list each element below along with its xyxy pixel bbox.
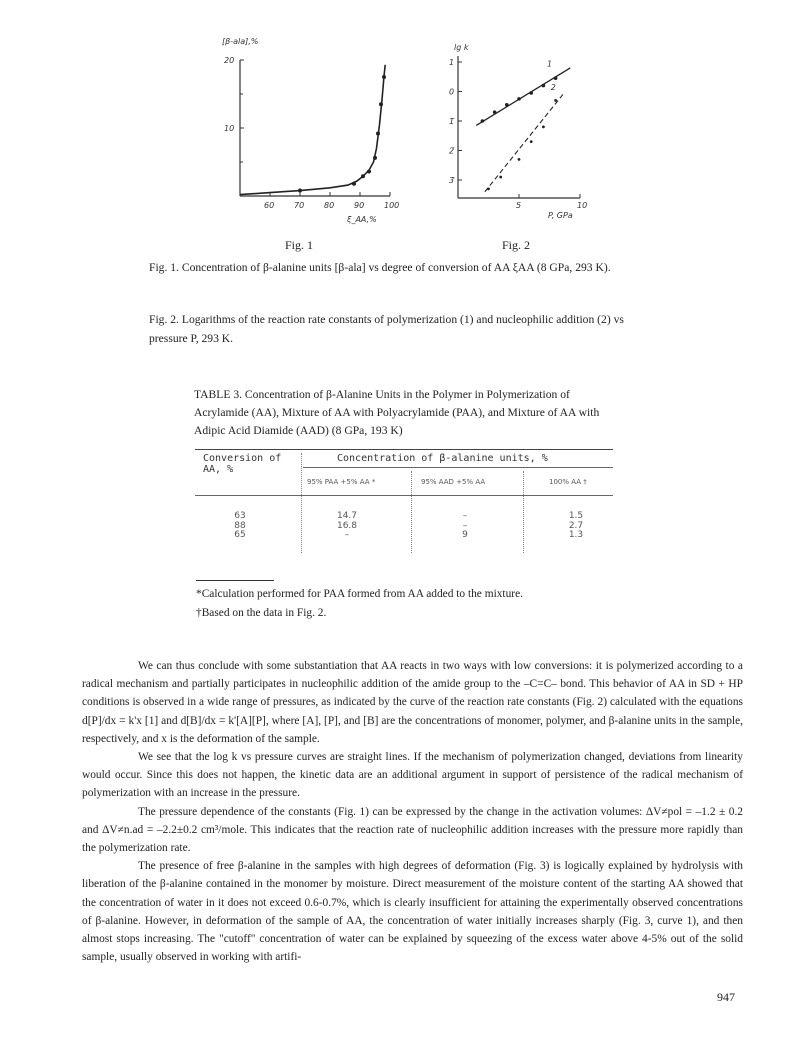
footnote-rule [196, 580, 274, 581]
fig2-point-2 [499, 176, 502, 179]
paragraph: We see that the log k vs pressure curves are straight lines. If the mechanism of polymerization changed, deviations from linearity would occur. Since this does not happen, the kinetic data are an additional argument in support of persistence of the radical mechanism of polymerization with an increase in the pressure. [82, 751, 743, 800]
table-cell: 1.3 [568, 530, 584, 540]
fig2-point-1 [493, 110, 497, 114]
fig2-point-1 [542, 84, 546, 88]
table-footnote-1: *Calculation performed for PAA formed from AA added to the mixture. [196, 588, 523, 600]
table-cell: 2.7 [568, 520, 584, 531]
fig1-caption: Fig. 1. Concentration of β-alanine units [β-ala] vs degree of conversion of AA ξAA (8 GPa, 293 K). [149, 261, 611, 274]
body-text [82, 657, 743, 966]
fig2-curve-label-1: 1 [547, 59, 553, 69]
table-cell: 9 [462, 530, 468, 540]
fig1-ylabel: [β-ala],% [222, 37, 259, 46]
fig1-data-point [376, 131, 380, 135]
paragraph: The pressure dependence of the constants (Fig. 1) can be expressed by the change in the activation volumes: ΔV≠pol = –1.2 ± 0.2 and ΔV≠n.ad = –2.2±0.2 cm³/mole. This indicates that the reaction rate of nucleophilic addition increases with the pressure more rapidly than the polymerization rate. [82, 805, 743, 855]
fig2-point-1 [517, 97, 521, 101]
fig2-curve-label-2: 2 [550, 83, 556, 93]
fig1-xtick-label: 100 [384, 201, 400, 210]
fig1-xlabel: ξ_AA,% [347, 215, 377, 224]
paragraph: We can thus conclude with some substantiation that AA reacts in two ways with low conversions: it is polymerized according to a radical mechanism and partially participates in nucleophilic addition of the amide group to the –C=C– bond. This behavior of AA in SD + HP conditions is observed in a wide range of pressures, as indicated by the curve of the reaction rate constants (Fig. 2) calculated with the equations d[P]/dx = k'x [1] and d[B]/dx = k'[A][P], where [A], [P], and [B] are the concentrations of monomer, polymer, and β-alanine units in the sample, respectively, and x is the deformation of the sample. [82, 660, 743, 745]
table-3 [195, 449, 615, 559]
fig2-point-2 [542, 126, 545, 129]
fig2-point-2 [487, 187, 490, 190]
fig2-xtick-label: 10 [577, 201, 588, 210]
fig2-label: Fig. 2 [502, 238, 531, 252]
figure-1-plot [200, 30, 410, 230]
figure-2-plot [440, 34, 600, 230]
fig1-data-point [382, 75, 386, 79]
table-column-conversion [225, 512, 255, 541]
paragraph: The presence of free β-alanine in the samples with high degrees of deformation (Fig. 3) is logically explained by hydrolysis with liberation of the β-alanine contained in the monomer by moisture. Direct measurement of the moisture content of the starting AA showed that the concentration of water in it does not exceed 0.6-0.7%, which is clearly insufficient for attaining the experimentally observed concentrations of β-alanine. However, in deformation of the sample of AA, the concentration of water initially increases sharply (Fig. 3, curve 1), and then almost stops increasing. The "cutoff" concentration of water can be explained by squeezing of the excess water above 4-5% out of the solid sample, usually observed in working with artifi- [82, 860, 743, 964]
fig2-point-1 [481, 119, 485, 123]
fig2-point-2 [554, 99, 557, 102]
fig1-xtick-label: 70 [294, 201, 305, 210]
fig2-ytick-label: 0 [449, 87, 455, 97]
subheader-aad: 95% AAD +5% AA [421, 478, 486, 486]
fig2-point-1 [554, 76, 558, 80]
table-cell: 1.5 [568, 511, 584, 521]
fig2-point-1 [529, 91, 533, 95]
fig1-xtick-label: 60 [264, 201, 275, 210]
fig2-line-2 [485, 94, 563, 191]
fig1-data-point [379, 102, 383, 106]
fig1-xtick-label: 90 [354, 201, 365, 210]
table-footnote-2: †Based on the data in Fig. 2. [196, 607, 327, 619]
col-conversion-header: Conversion of AA, % [203, 453, 282, 475]
fig1-xtick-label: 80 [324, 201, 335, 210]
fig2-caption: Fig. 2. Logarithms of the reaction rate constants of polymerization (1) and nucleophilic addition (2) vs pressure P, 293 K. [149, 313, 624, 345]
header-divider-1 [301, 453, 302, 553]
fig2-point-2 [530, 140, 533, 143]
table-column-aad [450, 512, 480, 541]
fig1-data-point [298, 189, 302, 193]
fig1-data-point [367, 170, 371, 174]
fig2-point-2 [518, 158, 521, 161]
table-top-rule [195, 449, 613, 450]
table-column-paa [327, 512, 367, 541]
table-cell: – [462, 511, 468, 521]
header-divider-2 [411, 471, 412, 553]
fig1-label: Fig. 1 [285, 238, 314, 252]
fig1-data-point [352, 182, 356, 186]
fig1-data-point [373, 156, 377, 160]
table-3-title: TABLE 3. Concentration of β-Alanine Units in the Polymer in Polymerization of Acrylamide (AA), Mixture of AA with Polyacrylamide (PAA), and Mixture of AA with Adipic Acid Diamide (AAD) (8 GPa, 193 K) [194, 388, 600, 437]
page-number: 947 [717, 990, 735, 1004]
header-bottom-rule [195, 495, 613, 496]
fig1-ytick-label: 20 [224, 56, 235, 65]
fig1-ytick-label: 10 [224, 124, 235, 133]
fig2-ytick-label: 2̄ [449, 146, 455, 156]
table-cell: 88 [234, 520, 246, 531]
fig2-ytick-label: 3̄ [449, 176, 455, 185]
table-cell: 65 [234, 530, 246, 540]
group-rule [303, 467, 613, 468]
header-divider-3 [523, 471, 524, 553]
table-cell: – [344, 530, 350, 540]
subheader-aa: 100% AA † [549, 478, 587, 486]
fig2-xlabel: P, GPa [548, 211, 573, 220]
table-cell: 63 [234, 511, 246, 521]
fig2-ylabel: lg k [454, 43, 469, 52]
fig1-data-point [361, 174, 365, 178]
subheader-paa: 95% PAA +5% AA * [307, 478, 376, 486]
fig2-ytick-label: 1 [449, 58, 455, 67]
group-header: Concentration of β-alanine units, % [337, 453, 548, 464]
table-cell: – [462, 520, 468, 531]
table-column-aa [561, 512, 591, 541]
fig2-point-1 [505, 103, 509, 107]
table-cell: 14.7 [336, 511, 358, 521]
fig2-xtick-label: 5 [516, 201, 522, 210]
fig2-ytick-label: 1̄ [449, 117, 455, 126]
table-cell: 16.8 [336, 520, 358, 531]
